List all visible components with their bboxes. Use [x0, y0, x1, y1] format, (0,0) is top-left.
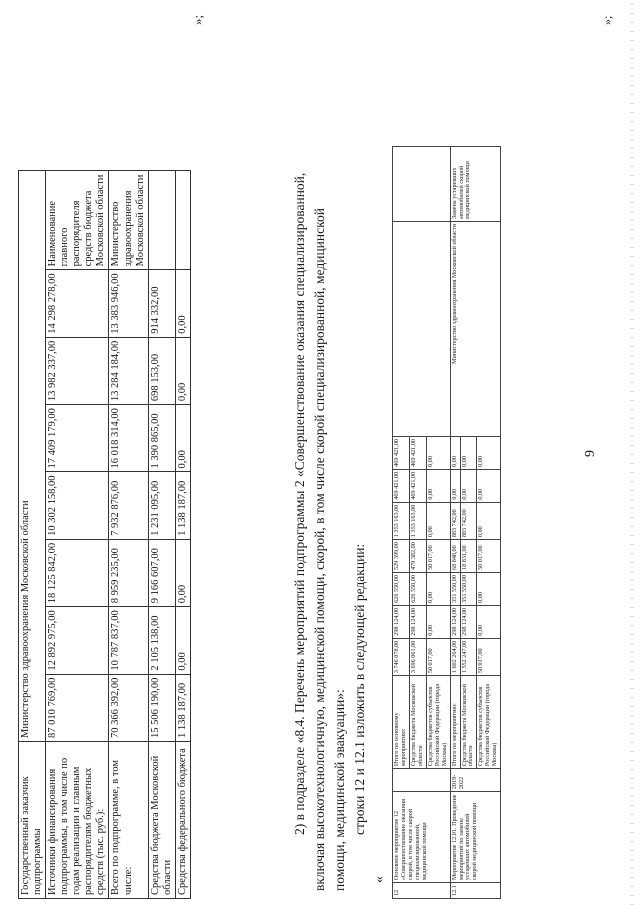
cell-value: 68 848,00 — [450, 540, 460, 573]
cell-value: 0,00 — [426, 605, 450, 638]
row-number: 12 — [393, 883, 451, 899]
cell-value: 0,00 — [175, 607, 190, 674]
cell-extra: Наименование главного распорядителя средств бюджета Московской области — [46, 171, 109, 270]
funding-source: Итого по основному мероприятию: — [393, 676, 410, 769]
cell-value: 0,00 — [426, 573, 450, 606]
funding-source: Итого по мероприятию: — [450, 676, 460, 769]
table-row — [148, 171, 175, 899]
customer-value: Министерство здравоохранения Московской области — [19, 171, 46, 742]
cell-value: 1 231 095,00 — [148, 472, 175, 539]
cell-value: 351 550,00 — [450, 573, 460, 606]
measure-period — [393, 769, 451, 792]
scan-edge-marks — [630, 0, 634, 905]
cell-value: 1 353 163,00 — [409, 502, 426, 539]
table-row — [46, 171, 109, 899]
paragraph-line-3: помощи, медицинской эвакуации»: — [332, 689, 347, 891]
cell-value: 1 390 865,00 — [148, 405, 175, 472]
cell-value: 50 017,00 — [426, 540, 450, 573]
cell-value: 883 742,00 — [450, 502, 460, 539]
table-row — [19, 171, 46, 899]
cell-value: 469 421,00 — [393, 436, 410, 469]
cell-value: 10 302 158,00 — [46, 472, 109, 539]
page-number: 9 — [583, 450, 598, 457]
cell-value: 12 892 975,00 — [46, 607, 109, 674]
table-row — [175, 171, 190, 899]
funding-source: Средства бюджетов субъектов Российской Федерации (города Москвы) — [426, 676, 450, 769]
cell-value: 13 284 184,00 — [109, 337, 148, 404]
cell-value: 0,00 — [460, 469, 477, 502]
cell-value: 298 124,00 — [409, 605, 426, 638]
table-row — [393, 146, 410, 898]
cell-value: 883 742,00 — [460, 502, 477, 539]
row-label: Всего по подпрограмме, в том числе: — [109, 742, 148, 899]
cell-value: 479 382,00 — [409, 540, 426, 573]
result — [393, 146, 451, 221]
cell-value: 0,00 — [477, 469, 501, 502]
cell-extra — [148, 171, 175, 270]
cell-value: 14 298 278,00 — [46, 270, 109, 337]
cell-value: 50 017,00 — [477, 638, 501, 675]
funding-table — [18, 170, 191, 899]
cell-value: 50 017,00 — [426, 638, 450, 675]
cell-value: 7 932 876,00 — [109, 472, 148, 539]
cell-extra: Министерство здравоохранения Московской области — [109, 171, 148, 270]
cell-value: 298 124,00 — [393, 605, 410, 638]
cell-value: 8 959 235,00 — [109, 539, 148, 606]
cell-value: 3 746 078,00 — [393, 638, 410, 675]
funding-source: Средства бюджета Московской области — [409, 676, 426, 769]
cell-value: 0,00 — [426, 436, 450, 469]
cell-value: 3 696 061,00 — [409, 638, 426, 675]
table-row — [109, 171, 148, 899]
cell-value: 18 831,00 — [460, 540, 477, 573]
cell-value: 469 421,00 — [393, 469, 410, 502]
customer-label: Государственный заказчик подпрограммы — [19, 742, 46, 899]
table1-closing: »; — [190, 14, 205, 25]
row-number: 12.1 — [450, 883, 501, 899]
cell-value: 914 332,00 — [148, 270, 175, 337]
cell-value: 0,00 — [426, 469, 450, 502]
measure-period: 2019-2022 — [450, 769, 501, 792]
cell-value: 0,00 — [477, 502, 501, 539]
responsible — [393, 221, 451, 436]
cell-value: 469 421,00 — [409, 469, 426, 502]
row-label: Средства федерального бюджета — [175, 742, 190, 899]
row-label: Источники финансирования подпрограммы, в том числе по годам реализации и главным распорядителям бюджетных средств (тыс. руб.): — [46, 742, 109, 899]
table-row — [450, 146, 460, 898]
paragraph-line-2: включая высокотехнологичную, медицинской помощи, скорой, в том числе скорой специализированной, медицинской — [312, 208, 327, 891]
cell-value: 1 602 264,00 — [450, 638, 460, 675]
cell-value: 469 421,00 — [409, 436, 426, 469]
open-quote: « — [372, 876, 387, 883]
cell-value: 1 552 247,00 — [460, 638, 477, 675]
cell-value: 18 125 842,00 — [46, 539, 109, 606]
cell-value: 0,00 — [175, 270, 190, 337]
cell-value: 16 018 314,00 — [109, 405, 148, 472]
measures-table — [392, 146, 501, 899]
cell-value: 15 506 190,00 — [148, 674, 175, 741]
cell-value: 0,00 — [460, 436, 477, 469]
cell-value: 17 409 179,00 — [46, 405, 109, 472]
row-label: Средства бюджета Московской области — [148, 742, 175, 899]
cell-value: 0,00 — [175, 337, 190, 404]
funding-source: Средства бюджетов субъектов Российской Федерации (города Москвы) — [477, 676, 501, 769]
cell-value: 13 383 946,00 — [109, 270, 148, 337]
cell-value: 87 010 769,00 — [46, 674, 109, 741]
cell-value: 50 017,00 — [477, 540, 501, 573]
cell-value: 351 550,00 — [460, 573, 477, 606]
cell-value: 626 550,00 — [393, 573, 410, 606]
cell-value: 10 787 837,00 — [109, 607, 148, 674]
cell-value: 70 366 392,00 — [109, 674, 148, 741]
measure-name: Основное мероприятие 12 «Совершенствование оказания скорой, в том числе скорой специализированной, медицинской помощи — [393, 792, 451, 883]
table2-closing: »; — [600, 15, 614, 25]
cell-value: 9 166 607,00 — [148, 539, 175, 606]
paragraph-line-4: строки 12 и 12.1 изложить в следующей редакции: — [352, 543, 367, 835]
cell-value: 0,00 — [450, 436, 460, 469]
cell-value: 626 550,00 — [409, 573, 426, 606]
measure-name: Мероприятие 12.01. Проведение мероприятий по замене устаревших автомобилей скорой медицинской помощи — [450, 792, 501, 883]
cell-value: 529 399,00 — [393, 540, 410, 573]
result: Замена устаревших автомобилей скорой медицинской помощи — [450, 146, 501, 221]
cell-value: 1 138 187,00 — [175, 674, 190, 741]
cell-value: 698 153,00 — [148, 337, 175, 404]
cell-value: 1 353 163,00 — [393, 502, 410, 539]
cell-value: 1 138 187,00 — [175, 472, 190, 539]
paragraph-line-1: 2) в подразделе «8.4. Перечень мероприятий подпрограммы 2 «Совершенствование оказания специализированной, — [292, 172, 307, 835]
cell-value: 0,00 — [175, 539, 190, 606]
cell-value: 0,00 — [477, 573, 501, 606]
cell-value: 298 124,00 — [460, 605, 477, 638]
funding-source: Средства бюджета Московской области — [460, 676, 477, 769]
cell-value: 13 982 337,00 — [46, 337, 109, 404]
cell-value: 0,00 — [477, 436, 501, 469]
cell-extra — [175, 171, 190, 270]
cell-value: 298 124,00 — [450, 605, 460, 638]
cell-value: 0,00 — [426, 502, 450, 539]
responsible: Министерство здравоохранения Московской области — [450, 221, 501, 436]
cell-value: 0,00 — [175, 405, 190, 472]
cell-value: 0,00 — [450, 469, 460, 502]
cell-value: 0,00 — [477, 605, 501, 638]
cell-value: 2 105 138,00 — [148, 607, 175, 674]
